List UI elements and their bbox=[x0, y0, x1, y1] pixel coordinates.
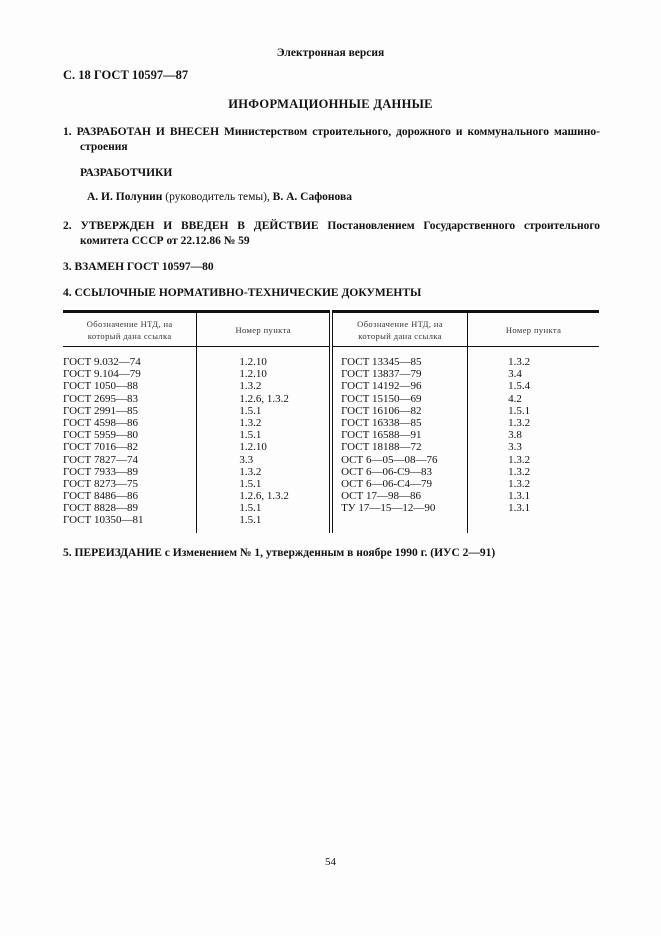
table-cell-num: 1.2.6, 1.3.2 bbox=[239, 392, 289, 405]
item-text-cont: строения bbox=[80, 141, 128, 153]
electronic-version-label: Электронная версия bbox=[276, 47, 385, 59]
table-cell-doc: ГОСТ 9.104—79 bbox=[63, 368, 141, 381]
table-cell-doc: ГОСТ 15150—69 bbox=[341, 392, 422, 405]
table-cell-doc: ГОСТ 16588—91 bbox=[341, 429, 422, 442]
table-cell-num: 3.3 bbox=[508, 441, 522, 454]
left-doc-column bbox=[63, 347, 197, 533]
item-number: 2. bbox=[63, 220, 72, 232]
table-cell-doc: ГОСТ 1050—88 bbox=[63, 380, 138, 393]
table-cell-num: 1.5.1 bbox=[239, 514, 262, 527]
table-cell-doc: ГОСТ 7016—82 bbox=[63, 441, 138, 454]
table-cell-num: 1.3.2 bbox=[508, 356, 531, 368]
table-cell-doc: ГОСТ 18188—72 bbox=[341, 441, 422, 454]
item-approved bbox=[63, 219, 600, 249]
table-cell-doc: ГОСТ 14192—96 bbox=[341, 380, 422, 393]
table-cell-doc: ГОСТ 13345—85 bbox=[341, 356, 422, 368]
table-cell-doc: ГОСТ 16106—82 bbox=[341, 404, 422, 417]
table-cell-doc: ГОСТ 9.032—74 bbox=[63, 356, 141, 368]
table-cell-doc: ГОСТ 16338—85 bbox=[341, 416, 422, 429]
item-lead: ПЕРЕИЗДАНИЕ bbox=[74, 547, 162, 559]
table-cell-num: 1.3.2 bbox=[239, 380, 262, 393]
right-num-column bbox=[468, 347, 599, 533]
item-number: 5. bbox=[63, 547, 72, 559]
table-cell-doc: ГОСТ 8486—86 bbox=[63, 490, 138, 503]
item-text: с Изменением № 1, утвержденным в ноябре 1990 г. (ИУС 2—91) bbox=[164, 547, 496, 559]
page-reference: С. 18 ГОСТ 10597—87 bbox=[63, 68, 189, 82]
table-cell-num: 1.5.1 bbox=[239, 429, 262, 442]
item-referenced-docs: 4. ССЫЛОЧНЫЕ НОРМАТИВНО-ТЕХНИЧЕСКИЕ ДОКУМЕНТЫ bbox=[63, 287, 422, 299]
table-cell-num: 1.2.10 bbox=[239, 368, 267, 381]
table-cell-num: 1.2.10 bbox=[239, 441, 267, 454]
section-title: ИНФОРМАЦИОННЫЕ ДАННЫЕ bbox=[228, 97, 433, 111]
table-cell-num: 1.3.2 bbox=[508, 477, 531, 490]
table-cell-doc: ГОСТ 5959—80 bbox=[63, 429, 138, 442]
header-doc-designation: Обозначение НТД, на который дана ссылка bbox=[331, 312, 468, 347]
table-cell-num: 3.3 bbox=[239, 453, 254, 466]
table-cell-num: 1.3.2 bbox=[508, 416, 531, 429]
item-text: Министерством строительного, дорожного и коммунального машино- bbox=[224, 126, 601, 138]
header-clause-number: Номер пункта bbox=[468, 312, 599, 347]
table-cell-doc: ОСТ 17—98—86 bbox=[341, 490, 421, 503]
table-cell-num: 3.8 bbox=[508, 429, 522, 442]
table-cell-num: 4.2 bbox=[508, 392, 522, 405]
table-header-row bbox=[63, 312, 599, 347]
table-cell-num: 1.5.4 bbox=[508, 380, 531, 393]
header-clause-number: Номер пункта bbox=[197, 312, 331, 347]
item-number: 1. bbox=[63, 126, 72, 138]
developers-heading: РАЗРАБОТЧИКИ bbox=[80, 167, 173, 179]
item-replaces: 3. ВЗАМЕН ГОСТ 10597—80 bbox=[63, 261, 214, 273]
referenced-documents-table bbox=[63, 310, 599, 533]
table-cell-doc: ГОСТ 7933—89 bbox=[63, 465, 138, 478]
item-lead: РАЗРАБОТАН И ВНЕСЕН bbox=[76, 126, 220, 138]
table-cell-num: 1.3.1 bbox=[508, 490, 531, 503]
item-lead: УТВЕРЖДЕН И ВВЕДЕН В ДЕЙСТВИЕ bbox=[80, 220, 319, 232]
right-doc-column bbox=[331, 347, 468, 533]
page-number: 54 bbox=[325, 856, 336, 868]
table-cell-num: 1.3.2 bbox=[508, 465, 531, 478]
table-cell-doc: ГОСТ 8273—75 bbox=[63, 477, 138, 490]
table-cell-doc: ГОСТ 8828—89 bbox=[63, 502, 138, 515]
developer-role: (руководитель темы), bbox=[165, 191, 270, 203]
table-cell-num: 3.4 bbox=[508, 368, 522, 381]
table-cell-doc: ГОСТ 7827—74 bbox=[63, 453, 138, 466]
table-cell-doc: ГОСТ 10350—81 bbox=[63, 514, 144, 527]
table-cell-num: 1.5.1 bbox=[508, 404, 531, 417]
left-num-column bbox=[197, 347, 331, 533]
developers-list bbox=[87, 190, 624, 205]
table-cell-num: 1.3.2 bbox=[508, 453, 531, 466]
item-developed-by bbox=[63, 125, 600, 155]
table-cell-doc: ГОСТ 13837—79 bbox=[341, 368, 422, 381]
table-cell-num: 1.2.6, 1.3.2 bbox=[239, 490, 289, 503]
table-cell-num: 1.5.1 bbox=[239, 404, 262, 417]
table-cell-doc: ОСТ 6—06-С4—79 bbox=[341, 477, 432, 490]
table-cell-num: 1.5.1 bbox=[239, 502, 262, 515]
table-cell-doc: ГОСТ 4598—86 bbox=[63, 416, 138, 429]
table-body-row bbox=[63, 347, 599, 533]
table-cell-num: 1.3.2 bbox=[239, 416, 262, 429]
item-text-cont: комитета СССР от 22.12.86 № 59 bbox=[80, 235, 250, 247]
item-reissue bbox=[63, 546, 600, 561]
table-cell-num: 1.3.2 bbox=[239, 465, 262, 478]
table-cell-doc: ТУ 17—15—12—90 bbox=[341, 502, 436, 515]
table-cell-doc: ОСТ 6—05—08—76 bbox=[341, 453, 438, 466]
table-cell-doc: ОСТ 6—06-С9—83 bbox=[341, 465, 432, 478]
item-text: Постановлением Государственного строительного bbox=[327, 220, 601, 232]
table-cell-doc: ГОСТ 2695—83 bbox=[63, 392, 138, 405]
table-cell-num: 1.2.10 bbox=[239, 356, 267, 368]
table-cell-doc: ГОСТ 2991—85 bbox=[63, 404, 138, 417]
developer-name: В. А. Сафонова bbox=[272, 191, 352, 203]
developer-name: А. И. Полунин bbox=[87, 191, 163, 203]
table-cell-num: 1.3.1 bbox=[508, 502, 531, 515]
table-cell-num: 1.5.1 bbox=[239, 477, 262, 490]
header-doc-designation: Обозначение НТД, на который дана ссылка bbox=[63, 312, 197, 347]
